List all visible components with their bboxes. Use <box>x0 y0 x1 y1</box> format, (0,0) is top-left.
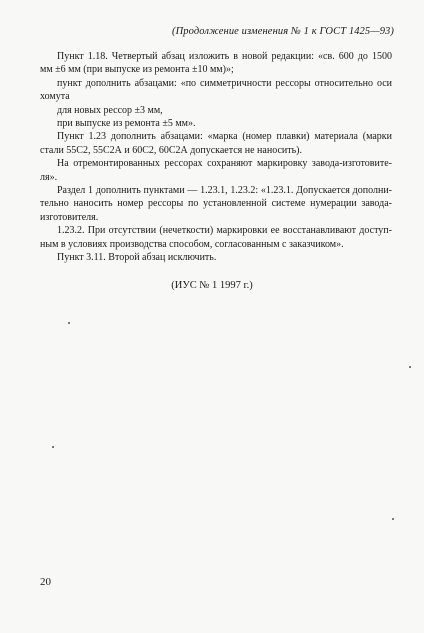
paragraph-line: ным в условиях производства способом, согласованным с заказчиком». <box>40 238 344 250</box>
paragraph-line: для новых рессор ±3 мм, <box>57 104 163 116</box>
paragraph-line: ля». <box>40 171 58 183</box>
paragraph-line: при выпуске из ремонта ±5 мм». <box>57 118 196 130</box>
page-header: (Продолжение изменения № 1 к ГОСТ 1425—93) <box>172 26 394 37</box>
page-number: 20 <box>40 576 51 588</box>
paragraph-line: На отремонтированных рессорах сохраняют маркировку завода-изготовите- <box>57 158 392 170</box>
scan-speck <box>409 366 411 368</box>
scan-speck <box>68 322 70 324</box>
document-body <box>40 50 392 265</box>
paragraph-line: тельно наносить номер рессоры по установленной системе нумерации завода- <box>40 198 392 210</box>
paragraph-line: Пункт 1.23 дополнить абзацами: «марка (номер плавки) материала (марки <box>57 131 392 143</box>
paragraph-line: пункт дополнить абзацами: «по симметричности рессоры относительно оси <box>57 77 392 89</box>
paragraph-line: мм ±6 мм (при выпуске из ремонта ±10 мм)»; <box>40 64 234 76</box>
paragraph-line: стали 55С2, 55С2А и 60С2, 60С2А допускается не наносить). <box>40 144 302 156</box>
scan-speck <box>392 518 394 520</box>
paragraph-line: Раздел 1 дополнить пунктами — 1.23.1, 1.23.2: «1.23.1. Допускается дополни- <box>57 185 392 197</box>
paragraph-line: Пункт 1.18. Четвертый абзац изложить в новой редакции: «св. 600 до 1500 <box>57 51 392 62</box>
paragraph-line: 1.23.2. При отсутствии (нечеткости) маркировки ее восстанавливают доступ- <box>57 225 392 237</box>
paragraph-line: изготовителя. <box>40 211 99 223</box>
paragraph-line: Пункт 3.11. Второй абзац исключить. <box>57 252 217 264</box>
paragraph-line: хомута <box>40 91 70 103</box>
footer-note: (ИУС № 1 1997 г.) <box>171 280 253 291</box>
scan-speck <box>52 446 54 448</box>
